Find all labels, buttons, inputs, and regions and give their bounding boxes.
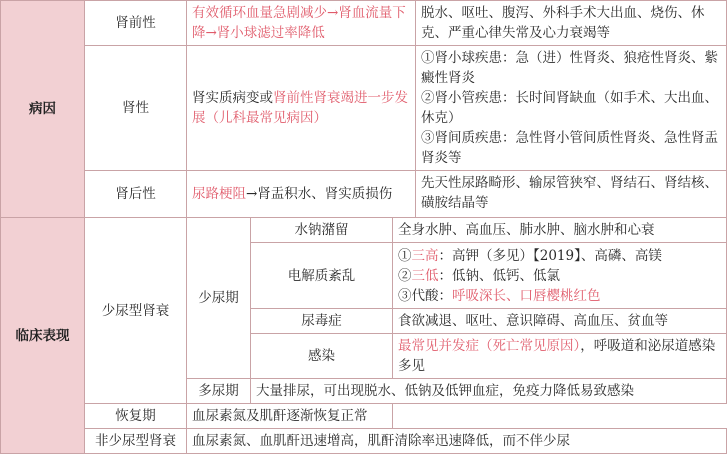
prerenal-mechanism: 有效循环血量急剧减少→肾血流量下降→肾小球滤过率降低 [187,1,416,45]
oliguric-label: 少尿型肾衰 [85,218,187,404]
electrolyte-line-low: ②三低：低钠、低钙、低氯 [398,267,560,284]
recovery-desc: 血尿素氮及肌酐逐渐恢复正常 [187,404,393,429]
water-sodium-desc: 全身水肿、高血压、肺水肿、脑水肿和心衰 [393,218,727,243]
row-nonoliguric [1,429,727,454]
section-clinical: 临床表现 [1,218,85,454]
renal-mechanism [187,46,416,170]
renal-mech-part2: 肾前性肾衰竭进一步发展（儿科最常见病因） [192,90,408,126]
postrenal-label: 肾后性 [85,171,187,218]
electrolyte-line-high: ①三高：高钾（多见）【2019】、高磷、高镁 [398,247,662,264]
row-water-sodium [1,218,727,243]
uremia-desc: 食欲减退、呕吐、意识障碍、高血压、贫血等 [393,309,727,334]
prerenal-label: 肾前性 [85,1,187,46]
infection-label: 感染 [251,334,393,379]
row-recovery [1,404,727,429]
nonoliguric-label: 非少尿型肾衰 [85,429,187,454]
row-postrenal [1,171,727,218]
postrenal-causes: 先天性尿路畸形、输尿管狭窄、肾结石、肾结核、磺胺结晶等 [421,175,718,211]
renal-causes [416,46,726,170]
row-prerenal [1,1,727,46]
recovery-label: 恢复期 [85,404,187,429]
electrolyte-label: 电解质紊乱 [251,243,393,309]
infection-desc: 最常见并发症（死亡常见原因），呼吸道和泌尿道感染多见 [393,334,727,379]
section-etiology: 病因 [1,1,85,218]
water-sodium-label: 水钠潴留 [251,218,393,243]
postrenal-mech-red: 尿路梗阻 [192,186,246,202]
polyuric-desc: 大量排尿，可出现脱水、低钠及低钾血症，免疫力降低易致感染 [251,379,727,404]
renal-cause-tubular: ②肾小管疾患：长时间肾缺血（如手术、大出血、休克） [421,90,718,126]
postrenal-mech-rest: →肾盂积水、肾实质损伤 [246,186,393,202]
prerenal-causes: 脱水、呕吐、腹泻、外科手术大出血、烧伤、休克、严重心律失常及心力衰竭等 [421,5,705,41]
renal-cause-glomerular: ①肾小球疾患：急（进）性肾炎、狼疮性肾炎、紫癜性肾炎 [421,50,718,86]
renal-mech-part1: 肾实质病变或 [192,90,273,106]
uremia-label: 尿毒症 [251,309,393,334]
electrolyte-desc [393,243,727,309]
renal-cause-interstitial: ③肾间质疾患：急性肾小管间质性肾炎、急性肾盂肾炎等 [421,130,718,166]
oliguric-phase-label: 少尿期 [187,218,251,379]
electrolyte-line-acidosis: ③代酸：呼吸深长、口唇樱桃红色 [398,287,601,304]
nonoliguric-desc: 血尿素氮、血肌酐迅速增高，肌酐清除率迅速降低，而不伴少尿 [187,429,727,454]
renal-label: 肾性 [85,46,187,171]
row-renal [1,46,727,171]
postrenal-mechanism [187,171,416,217]
polyuric-label: 多尿期 [187,379,251,404]
